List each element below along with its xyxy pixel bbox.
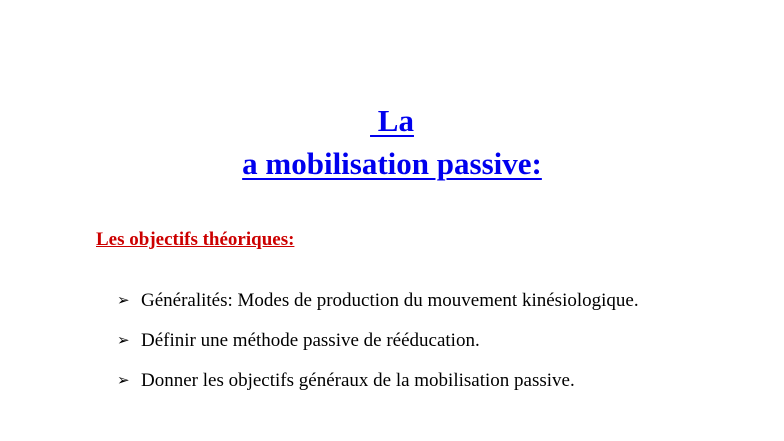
list-item [117,321,757,361]
list-item [117,361,757,401]
section-heading: Les objectifs théoriques: [96,229,295,250]
arrow-bullet-icon: ➢ [117,373,130,389]
list-item-text: Donner les objectifs généraux de la mobilisation passive. [141,370,575,391]
title-line-1: La [370,103,414,138]
list-item-text: Définir une méthode passive de rééducation. [141,330,480,351]
title-line-2: a mobilisation passive: [242,146,542,181]
arrow-bullet-icon: ➢ [117,293,130,309]
objectives-list [117,281,757,401]
list-item-text: Généralités: Modes de production du mouvement kinésiologique. [141,290,639,311]
list-item [117,281,757,321]
arrow-bullet-icon: ➢ [117,333,130,349]
